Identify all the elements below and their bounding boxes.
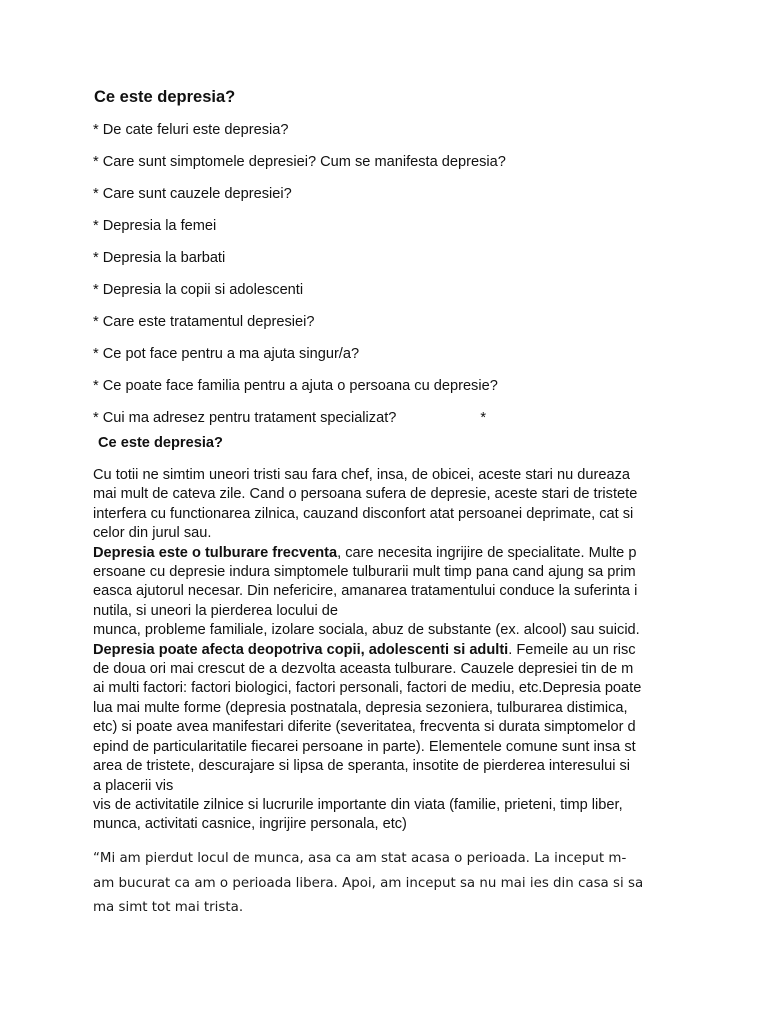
toc-trailing-asterisk: * <box>480 410 487 426</box>
toc-item-label: * Cui ma adresez pentru tratament specializat? <box>93 410 397 426</box>
toc-item-label: * Care sunt simptomele depresiei? Cum se manifesta depresia? <box>93 154 506 170</box>
toc-item <box>93 312 506 344</box>
text-line: a placerii vis <box>93 777 174 794</box>
text-line: ersoane cu depresie indura simptomele tulburarii mult timp pana cand ajung sa prim <box>93 564 636 581</box>
table-of-contents <box>93 120 506 440</box>
text-line: ai multi factori: factori biologici, factori personali, factori de mediu, etc.Depresia poate <box>93 680 642 697</box>
text-line: munca, probleme familiale, izolare sociala, abuz de substante (ex. alcool) sau suicid. <box>93 622 640 639</box>
text-line <box>93 544 688 563</box>
text-line: interfera cu functionarea zilnica, cauzand disconfort atat persoanei deprimate, cat si <box>93 505 634 522</box>
text-line: etc) si poate avea manifestari diferite (severitatea, frecventa si durata simptomelor d <box>93 719 636 736</box>
toc-item-label: * Depresia la femei <box>93 218 217 234</box>
toc-item <box>93 184 506 216</box>
quote-line: am bucurat ca am o perioada libera. Apoi, am inceput sa nu mai ies din casa si sa <box>93 875 644 891</box>
quote-line: “Mi am pierdut locul de munca, asa ca am stat acasa o perioada. La inceput m- <box>93 851 627 866</box>
text-segment: , care necesita ingrijire de specialitate. Multe p <box>337 544 637 561</box>
text-segment: . Femeile au un risc <box>508 641 636 658</box>
toc-item <box>93 280 506 312</box>
toc-item <box>93 216 506 248</box>
text-line: celor din jurul sau. <box>93 525 212 542</box>
toc-item <box>93 248 506 280</box>
text-line: nutila, si uneori la pierderea locului de <box>93 602 339 619</box>
text-line: epind de particularitatile fiecarei persoane in parte). Elementele comune sunt insa st <box>93 738 636 755</box>
text-line: munca, activitati casnice, ingrijire personala, etc) <box>93 816 407 833</box>
toc-item <box>93 152 506 184</box>
text-line: lua mai multe forme (depresia postnatala, depresia sezoniera, tulburarea distimica, <box>93 699 628 716</box>
text-line: Cu totii ne simtim uneori tristi sau fara chef, insa, de obicei, aceste stari nu dureaza <box>93 467 630 483</box>
toc-item <box>93 344 506 376</box>
page-title: Ce este depresia? <box>94 88 236 106</box>
bold-phrase: Depresia este o tulburare frecventa <box>93 544 338 561</box>
toc-item-label: * Depresia la barbati <box>93 250 226 266</box>
text-line: de doua ori mai crescut de a dezvolta aceasta tulburare. Cauzele depresiei tin de m <box>93 661 634 678</box>
text-line: mai mult de cateva zile. Cand o persoana sufera de depresie, aceste stari de tristete <box>93 486 638 503</box>
toc-item-label: * Care este tratamentul depresiei? <box>93 314 315 330</box>
testimonial-quote <box>93 847 693 921</box>
text-line <box>93 641 688 660</box>
toc-item-label: * Ce poate face familia pentru a ajuta o persoana cu depresie? <box>93 378 498 394</box>
toc-item-label: * Care sunt cauzele depresiei? <box>93 186 292 202</box>
toc-item <box>93 120 506 152</box>
toc-item-label: * De cate feluri este depresia? <box>93 122 289 138</box>
quote-line: ma simt tot mai trista. <box>93 900 244 915</box>
section-heading: Ce este depresia? <box>98 435 223 451</box>
text-line: area de tristete, descurajare si lipsa de speranta, insotite de pierderea interesului si <box>93 758 631 775</box>
text-line: easca ajutorul necesar. Din nefericire, amanarea tratamentului conduce la suferinta i <box>93 583 638 600</box>
text-line: vis de activitatile zilnice si lucrurile importante din viata (familie, prieteni, timp liber, <box>93 796 623 813</box>
toc-item-label: * Ce pot face pentru a ma ajuta singur/a? <box>93 346 360 362</box>
body-paragraph <box>93 466 688 835</box>
toc-item-label: * Depresia la copii si adolescenti <box>93 282 304 298</box>
bold-phrase: Depresia poate afecta deopotriva copii, adolescenti si adulti <box>93 641 509 658</box>
toc-item <box>93 376 506 408</box>
